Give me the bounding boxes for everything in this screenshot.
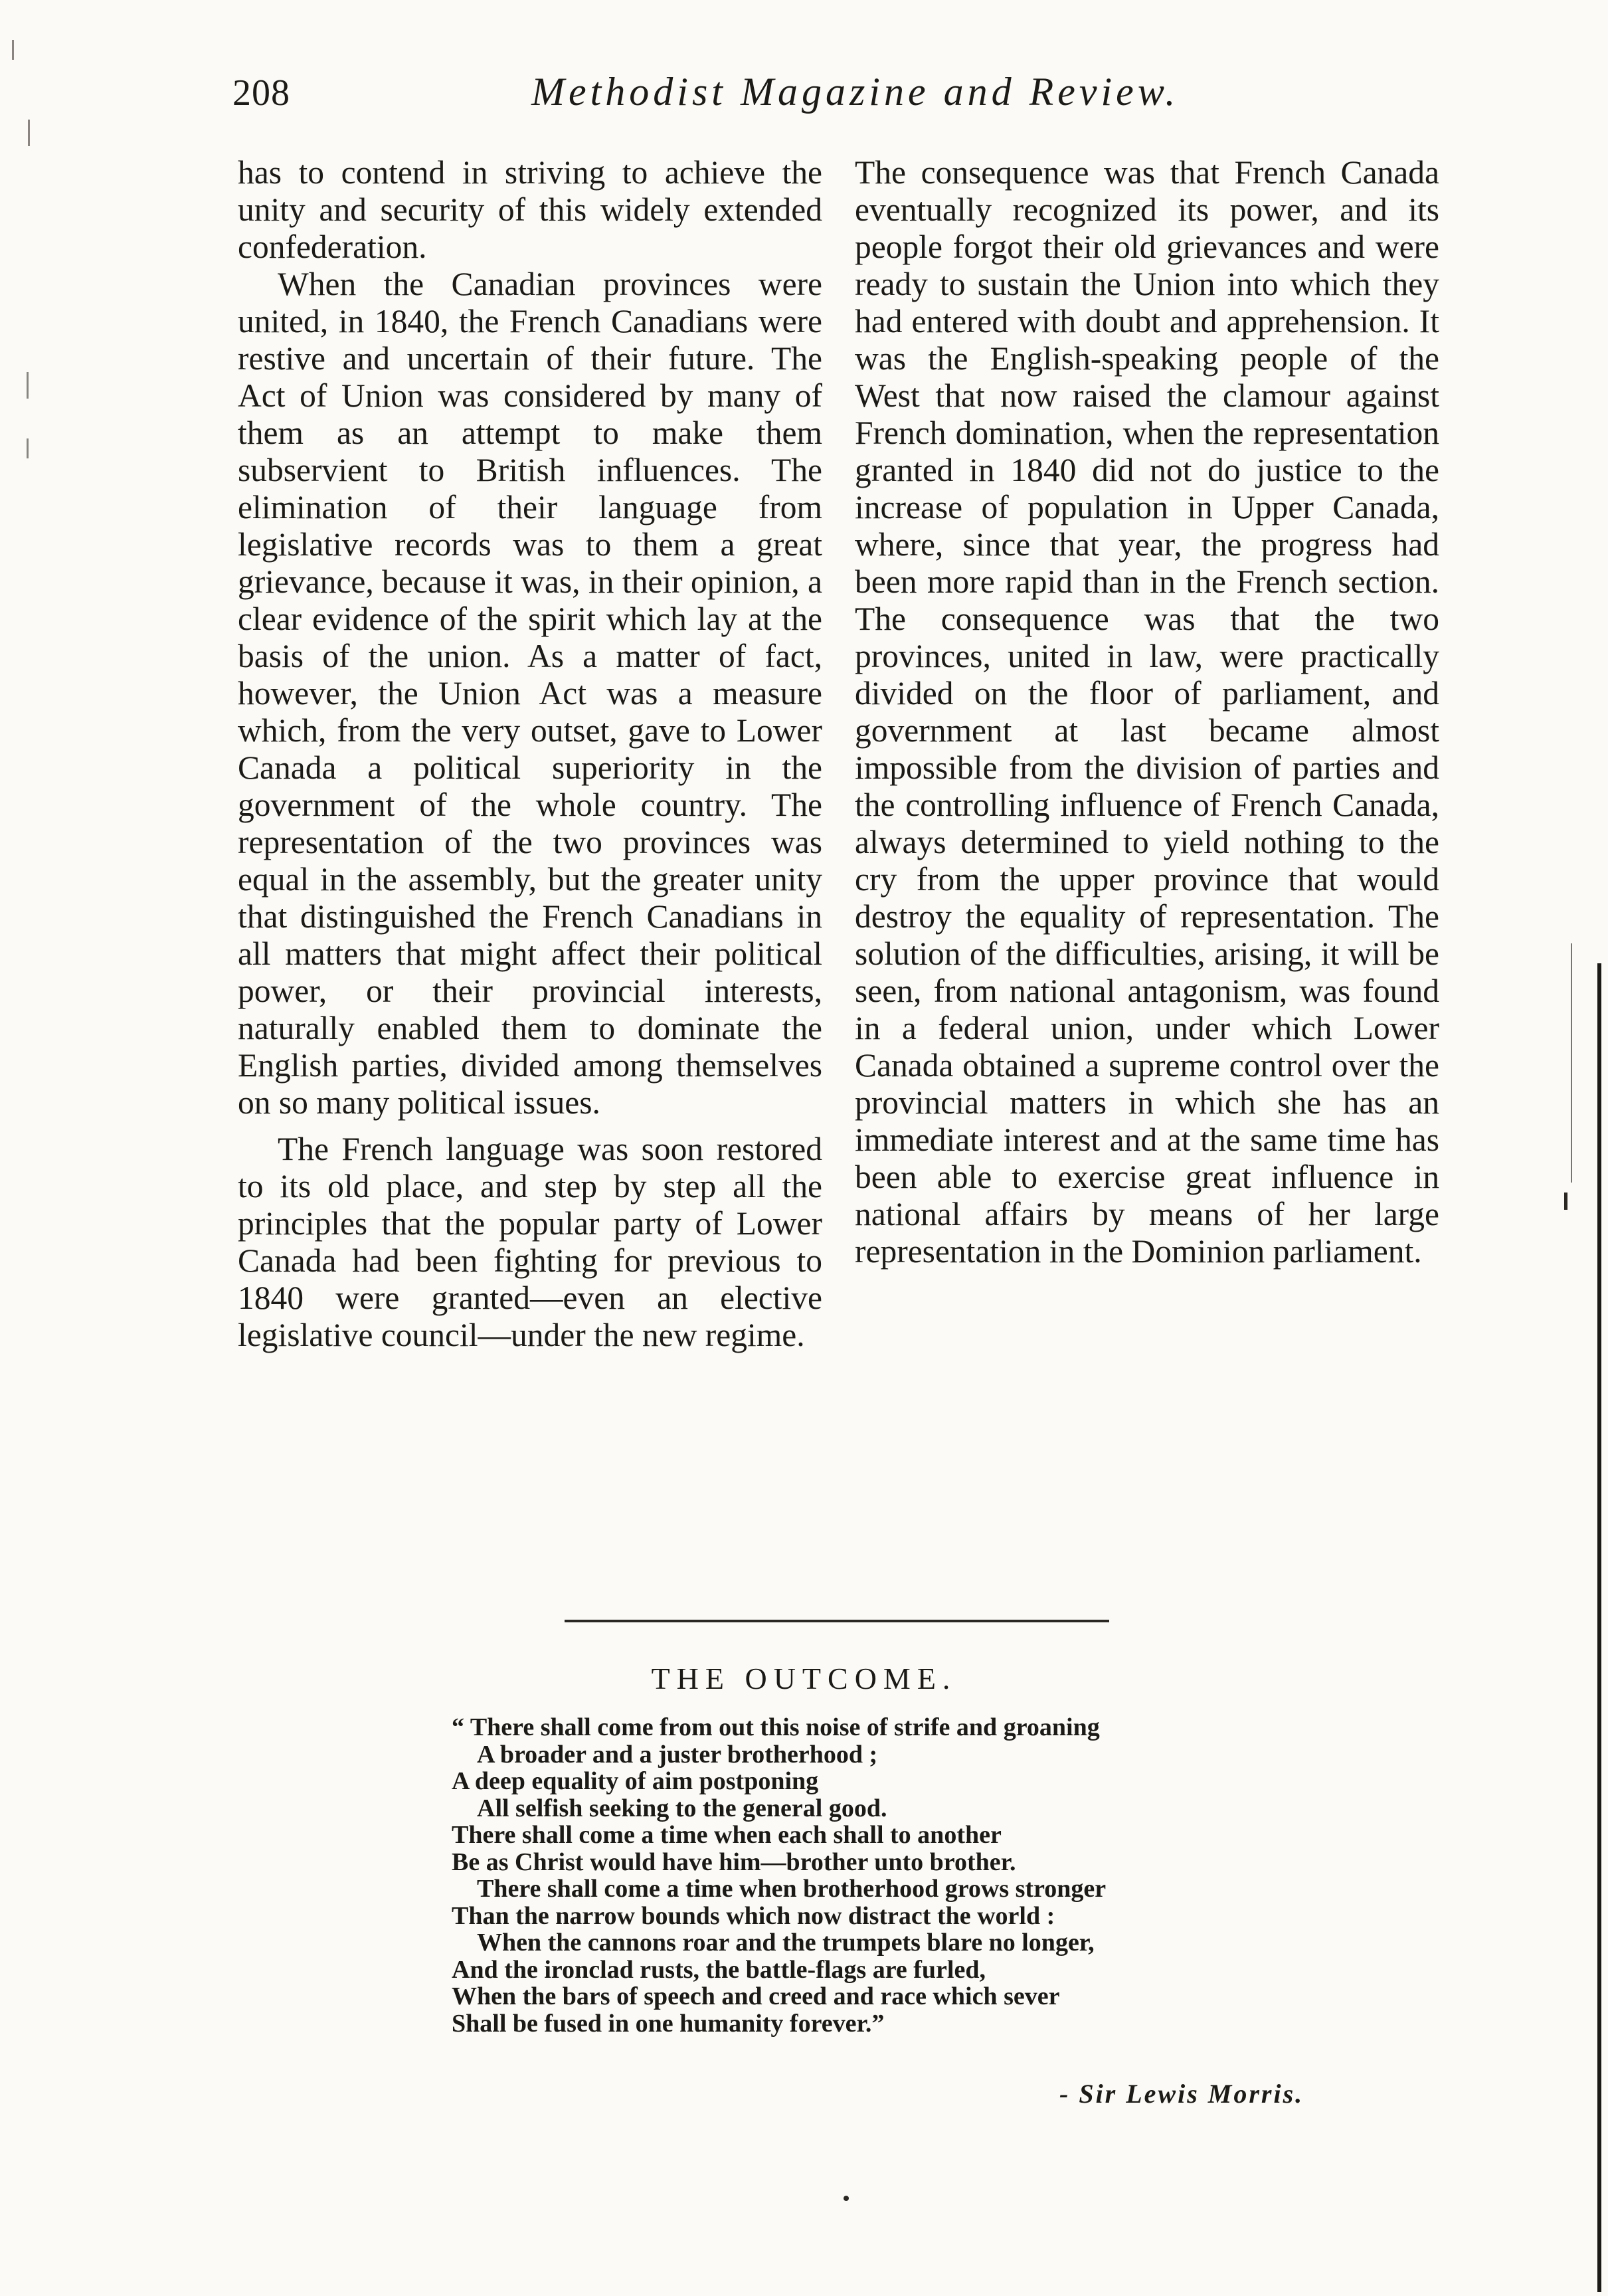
paragraph: When the Canadian provinces were united, in 1840, the French Canadians were restive and uncertain of their future. The Act of Union was considered by many of them as an attempt to make them subservient to British influences. The elimination of their language from legislative records was to them a great grievance, because it was, in their opinion, a clear evidence of the spirit which lay at the basis of the union. As a matter of fact, however, the Union Act was a measure which, from the very outset, gave to Lower Canada a political superiority in the government of the whole country. The representation of the two provinces was equal in the assembly, but the greater unity that distinguished the French Canadians in all matters that might affect their political power, or their provincial interests, naturally enabled them to dominate the English parties, divided among themselves on so many political issues. — [238, 266, 822, 1121]
poem-attribution: - Sir Lewis Morris. — [1059, 2079, 1304, 2109]
right-column — [855, 154, 1439, 1270]
scan-mark — [27, 372, 29, 399]
poem-line: A broader and a juster brotherhood ; — [477, 1740, 878, 1769]
paragraph: The French language was soon restored to its old place, and step by step all the principles that the popular party of Lower Canada had been fighting for previous to 1840 were granted—even an elective legislative council—under the new regime. — [238, 1131, 822, 1353]
poem-line: Than the narrow bounds which now distract the world : — [452, 1901, 1055, 1930]
poem-line: Be as Christ would have him—brother unto brother. — [452, 1848, 1016, 1876]
poem-line: A deep equality of aim postponing — [452, 1767, 819, 1795]
print-speck — [844, 2196, 849, 2201]
left-column — [238, 154, 822, 1354]
poem-line: There shall come a time when brotherhood grows stronger — [477, 1875, 1107, 1903]
scan-mark — [12, 40, 14, 60]
running-title: Methodist Magazine and Review. — [531, 70, 1180, 114]
section-divider — [565, 1620, 1109, 1622]
page-edge-line — [1571, 943, 1572, 1183]
scan-mark — [27, 438, 29, 458]
page-edge-border — [1597, 963, 1601, 2292]
page-number: 208 — [232, 72, 290, 114]
poem-line: When the cannons roar and the trumpets blare no longer, — [477, 1929, 1095, 1957]
scan-mark — [28, 120, 30, 146]
poem — [452, 1714, 1328, 2037]
poem-line: “ There shall come from out this noise of strife and groaning — [452, 1713, 1100, 1741]
page-edge-mark — [1564, 1193, 1567, 1210]
poem-line: When the bars of speech and creed and race which sever — [452, 1982, 1060, 2010]
poem-line: Shall be fused in one humanity forever.” — [452, 2009, 885, 2038]
paragraph: The consequence was that French Canada eventually recognized its power, and its people forgot their old grievances and were ready to sustain the Union into which they had entered with doubt and apprehension. It was the English-speaking people of the West that now raised the clamour against French domination, when the representation granted in 1840 did not do justice to the increase of population in Upper Canada, where, since that year, the progress had been more rapid than in the French section. The consequence was that the two provinces, united in law, were practically divided on the floor of parliament, and government at last became almost impossible from the division of parties and the controlling influence of French Canada, always determined to yield nothing to the cry from the upper province that would destroy the equality of representation. The solution of the difficulties, arising, it will be seen, from national antagonism, was found in a federal union, under which Lower Canada obtained a supreme control over the provincial matters in which she has an immediate interest and at the same time has been able to exercise great influence in national affairs by means of her large representation in the Dominion parliament. — [855, 154, 1439, 1270]
poem-line: All selfish seeking to the general good. — [477, 1794, 887, 1822]
poem-title: THE OUTCOME. — [651, 1662, 957, 1695]
poem-line: There shall come a time when each shall to another — [452, 1821, 1002, 1849]
poem-line: And the ironclad rusts, the battle-flags are furled, — [452, 1955, 986, 1984]
paragraph: has to contend in striving to achieve the unity and security of this widely extended confederation. — [238, 154, 822, 265]
